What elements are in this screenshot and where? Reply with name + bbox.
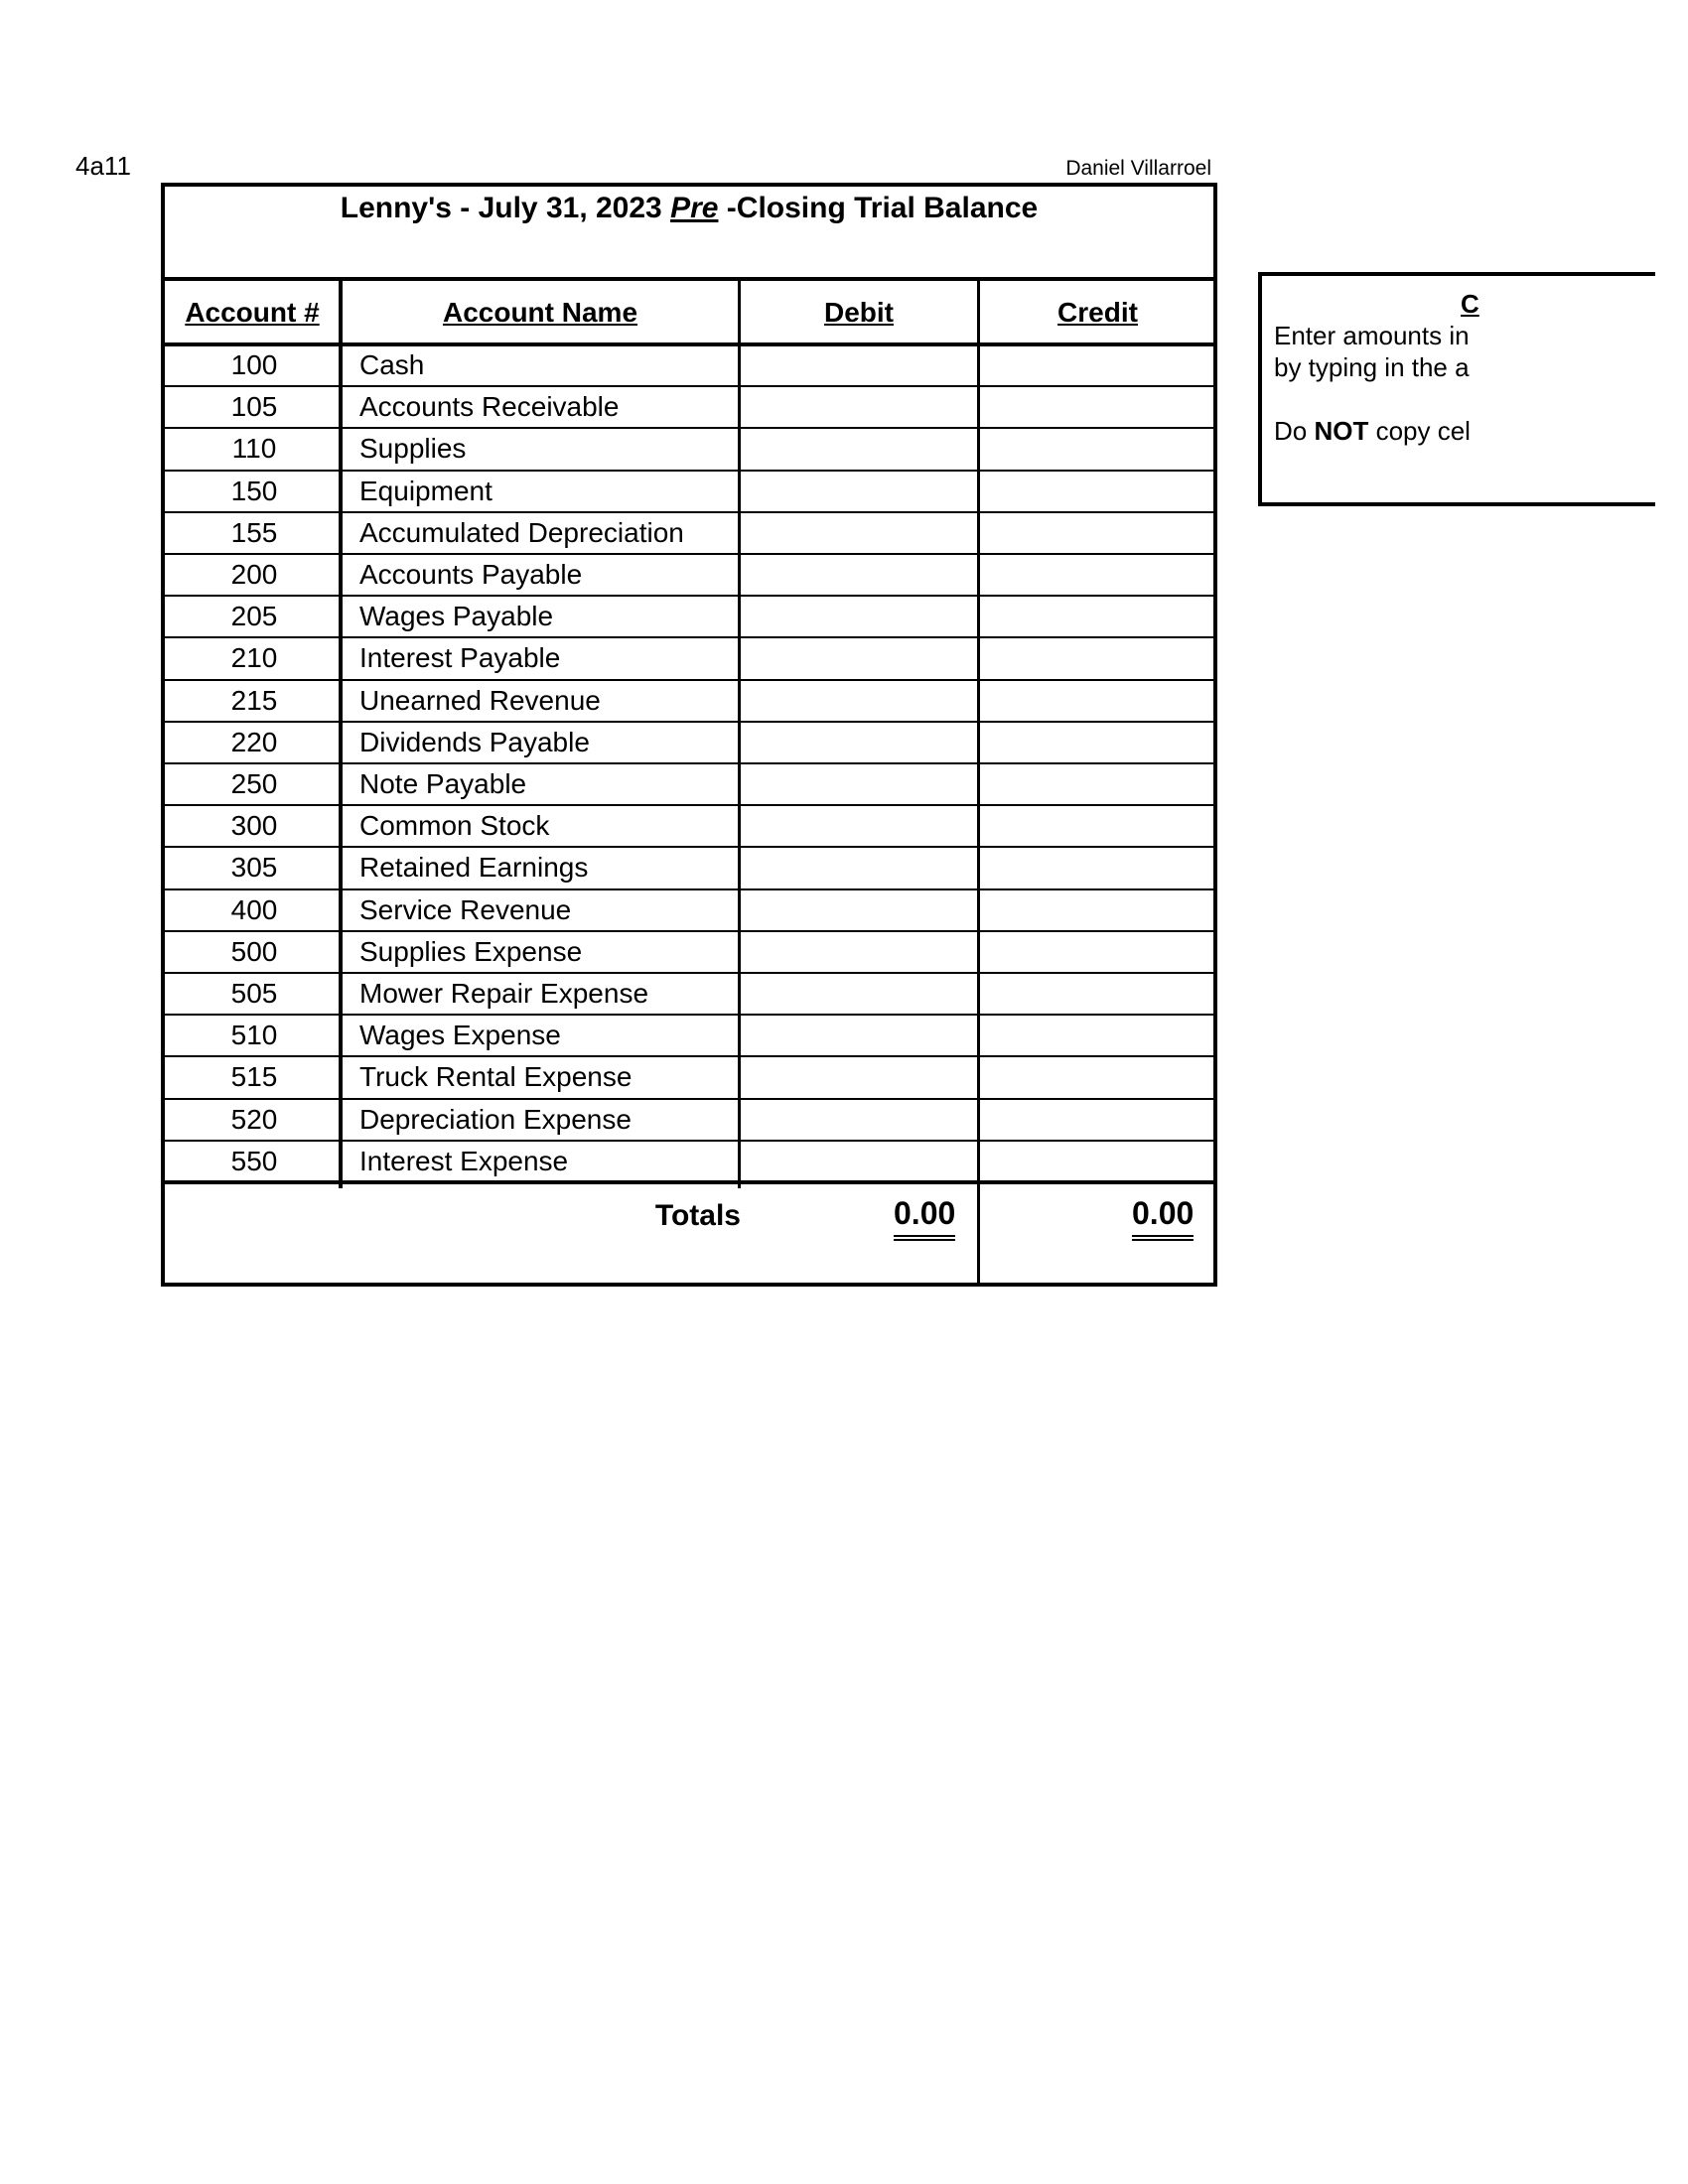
credit-cell[interactable] <box>979 554 1213 596</box>
credit-cell[interactable] <box>979 763 1213 805</box>
debit-cell[interactable] <box>741 1056 975 1098</box>
account-name: Depreciation Expense <box>359 1103 632 1135</box>
account-number: 150 <box>230 475 278 506</box>
debit-cell[interactable] <box>741 889 975 931</box>
account-name: Retained Earnings <box>359 852 589 884</box>
account-number: 200 <box>230 559 278 590</box>
credit-cell[interactable] <box>979 847 1213 888</box>
debit-cell[interactable] <box>741 637 975 679</box>
title-suffix: -Closing Trial Balance <box>718 192 1039 224</box>
account-number: 210 <box>230 642 278 674</box>
account-row <box>165 596 1215 637</box>
account-number: 205 <box>230 601 278 632</box>
debit-cell[interactable] <box>741 1099 975 1141</box>
account-row <box>165 1056 1215 1098</box>
debit-cell[interactable] <box>741 344 975 386</box>
account-row <box>165 344 1215 386</box>
credit-cell[interactable] <box>979 637 1213 679</box>
instructions-line: by typing in the a <box>1274 352 1470 382</box>
credit-cell[interactable] <box>979 1015 1213 1056</box>
account-number: 215 <box>230 684 278 716</box>
account-name: Equipment <box>359 475 492 506</box>
account-name: Dividends Payable <box>359 726 590 757</box>
author-name: Daniel Villarroel <box>1065 157 1211 180</box>
account-number: 500 <box>230 935 278 967</box>
instructions-emphasis: NOT <box>1314 416 1369 446</box>
instructions-box <box>1258 272 1655 506</box>
debit-cell[interactable] <box>741 1141 975 1182</box>
account-number: 520 <box>230 1103 278 1135</box>
account-row <box>165 973 1215 1015</box>
credit-cell[interactable] <box>979 386 1213 428</box>
debit-cell[interactable] <box>741 1015 975 1056</box>
account-number: 105 <box>230 391 278 423</box>
account-name: Wages Payable <box>359 601 554 632</box>
instructions-line <box>1274 415 1471 447</box>
instructions-panel <box>1258 272 1479 510</box>
account-row <box>165 512 1215 554</box>
account-row <box>165 722 1215 763</box>
account-name: Common Stock <box>359 810 550 842</box>
instructions-text: copy cel <box>1368 416 1471 446</box>
account-row <box>165 637 1215 679</box>
account-number: 505 <box>230 978 278 1009</box>
instructions-text: Do <box>1274 416 1315 446</box>
account-row <box>165 386 1215 428</box>
credit-cell[interactable] <box>979 428 1213 470</box>
credit-cell[interactable] <box>979 344 1213 386</box>
debit-cell[interactable] <box>741 386 975 428</box>
credit-cell[interactable] <box>979 1141 1213 1182</box>
totals-label: Totals <box>654 1199 741 1232</box>
debit-cell[interactable] <box>741 596 975 637</box>
account-name: Note Payable <box>359 768 527 799</box>
debit-cell[interactable] <box>741 471 975 512</box>
debit-cell[interactable] <box>741 763 975 805</box>
account-row <box>165 1141 1215 1182</box>
sheet-id: 4a11 <box>75 151 131 181</box>
account-number: 110 <box>231 433 277 465</box>
total-credit: 0.00 <box>1132 1191 1194 1241</box>
debit-cell[interactable] <box>741 680 975 722</box>
account-row <box>165 889 1215 931</box>
account-row <box>165 680 1215 722</box>
account-name: Interest Expense <box>359 1145 569 1176</box>
account-number: 220 <box>230 726 278 757</box>
credit-cell[interactable] <box>979 596 1213 637</box>
title-prefix: Lenny's - July 31, 2023 <box>340 192 671 224</box>
column-header-account-number: Account # <box>185 297 320 328</box>
credit-cell[interactable] <box>979 805 1213 847</box>
account-row <box>165 763 1215 805</box>
account-name: Mower Repair Expense <box>359 978 649 1009</box>
account-name: Supplies Expense <box>359 935 583 967</box>
instructions-heading: C <box>1461 289 1479 319</box>
credit-cell[interactable] <box>979 471 1213 512</box>
account-number: 400 <box>230 893 278 925</box>
account-name: Accounts Receivable <box>359 391 620 423</box>
credit-cell[interactable] <box>979 889 1213 931</box>
account-name: Accumulated Depreciation <box>359 516 684 548</box>
instructions-line: Enter amounts in <box>1274 321 1470 350</box>
debit-cell[interactable] <box>741 973 975 1015</box>
account-row <box>165 428 1215 470</box>
column-header-account-name: Account Name <box>442 297 638 328</box>
credit-cell[interactable] <box>979 512 1213 554</box>
account-row <box>165 847 1215 888</box>
account-name: Cash <box>359 349 425 380</box>
debit-cell[interactable] <box>741 847 975 888</box>
debit-cell[interactable] <box>741 931 975 973</box>
credit-cell[interactable] <box>979 1099 1213 1141</box>
total-debit: 0.00 <box>894 1191 955 1241</box>
account-number: 515 <box>230 1061 278 1093</box>
debit-cell[interactable] <box>741 554 975 596</box>
account-row <box>165 805 1215 847</box>
debit-cell[interactable] <box>741 512 975 554</box>
title-pre-emphasis: Pre <box>670 192 719 224</box>
account-number: 250 <box>230 768 278 799</box>
account-row <box>165 1015 1215 1056</box>
account-row <box>165 1099 1215 1141</box>
account-name: Supplies <box>359 433 467 465</box>
credit-cell[interactable] <box>979 1056 1213 1098</box>
account-number: 550 <box>230 1145 278 1176</box>
account-name: Wages Expense <box>359 1020 561 1051</box>
account-number: 300 <box>230 810 278 842</box>
account-name: Service Revenue <box>359 893 572 925</box>
column-header-credit: Credit <box>1057 297 1138 328</box>
account-row <box>165 931 1215 973</box>
account-name: Interest Payable <box>359 642 561 674</box>
account-row <box>165 554 1215 596</box>
account-number: 155 <box>230 516 278 548</box>
account-name: Accounts Payable <box>359 559 583 590</box>
debit-cell[interactable] <box>741 805 975 847</box>
debit-cell[interactable] <box>741 722 975 763</box>
account-row <box>165 471 1215 512</box>
column-header-debit: Debit <box>824 297 894 328</box>
account-number: 510 <box>230 1020 278 1051</box>
account-number: 305 <box>230 852 278 884</box>
credit-cell[interactable] <box>979 680 1213 722</box>
account-name: Unearned Revenue <box>359 684 601 716</box>
trial-balance-title <box>165 185 1213 232</box>
credit-cell[interactable] <box>979 931 1213 973</box>
credit-cell[interactable] <box>979 722 1213 763</box>
credit-cell[interactable] <box>979 973 1213 1015</box>
debit-cell[interactable] <box>741 428 975 470</box>
account-name: Truck Rental Expense <box>359 1061 633 1093</box>
account-number: 100 <box>230 349 278 380</box>
